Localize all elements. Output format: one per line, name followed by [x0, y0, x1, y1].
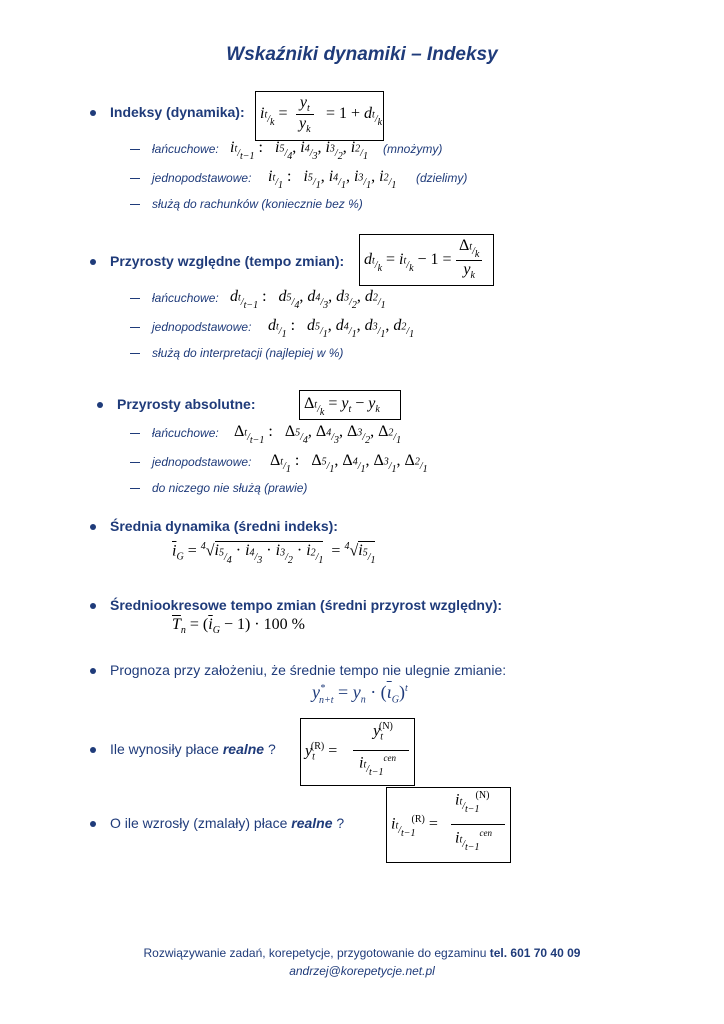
dash-icon [130, 298, 140, 299]
dash-icon [130, 488, 140, 489]
przyrosty-abs-sub1 [130, 426, 219, 440]
dash-icon [130, 353, 140, 354]
przyrosty-abs-sub3-text: do niczego nie służą (prawie) [152, 481, 308, 495]
bullet-dot [90, 603, 96, 609]
przyrosty-abs-formula-box: $\Delta_{^t/_k} = y_t - y_k$ [299, 390, 401, 420]
dash-icon [130, 204, 140, 205]
bullet-dot [90, 110, 96, 116]
przyrosty-abs-sub1-formula: $\Delta_{^t/_{t-1}}$ : $\Delta_{^5/_4}$, $\Delta_{^4/_3}$, $\Delta_{^3/_2}$, $\Delta_{^2/_1}$ [234, 423, 402, 447]
bullet-przyrosty-abs [97, 396, 255, 412]
indeksy-sub3-text: służą do rachunków (koniecznie bez %) [152, 197, 363, 211]
bullet-dot [90, 747, 96, 753]
indeksy-sub1-note: (mnożymy) [383, 142, 443, 156]
przyrosty-wzgl-formula-box: $d_{^t/_k} = i_{^t/_k} - 1$ = $\frac{\Delta_{^t/_k}}{y_k}$ [359, 234, 494, 286]
indeksy-sub3 [130, 197, 363, 211]
dash-icon [130, 327, 140, 328]
dash-icon [130, 178, 140, 179]
footer-text: Rozwiązywanie zadań, korepetycje, przygotowanie do egzaminu [143, 946, 487, 960]
przyrosty-wzgl-sub1-formula: $d_{^t/_{t-1}}$ : $d_{^5/_4}$, $d_{^4/_3}$, $d_{^3/_2}$, $d_{^2/_1}$ [230, 288, 386, 312]
place2-label-pre: O ile wzrosły (zmalały) płace [110, 815, 292, 831]
przyrosty-abs-sub3 [130, 481, 307, 495]
place2-formula-box: $i_{^t/_{t-1}}^{(R)}$ = $i_{^t/_{t-1}}^{(N)}$ $i_{^t/_{t-1}}^{cen}$ [386, 787, 511, 863]
przyrosty-wzgl-sub2-label: jednopodstawowe: [152, 320, 252, 334]
bullet-indeksy [90, 104, 245, 120]
srednia-label: Średnia dynamika (średni indeks): [110, 518, 338, 534]
przyrosty-abs-sub2-formula: $\Delta_{^t/_1}$ : $\Delta_{^5/_1}$, $\Delta_{^4/_1}$, $\Delta_{^3/_1}$, $\Delta_{^2/_1}$ [270, 452, 428, 476]
przyrosty-abs-sub2-label: jednopodstawowe: [152, 455, 252, 469]
indeksy-formula-box: $i_{^t/_k}$ = $\frac{y_t}{y_k}$ = $1 + d_{^t/_k}$ [255, 91, 384, 141]
przyrosty-wzgl-sub1-label: łańcuchowe: [152, 291, 219, 305]
indeksy-sub2 [130, 171, 251, 185]
przyrosty-wzgl-sub1 [130, 291, 219, 305]
bullet-srednio [90, 597, 502, 613]
place1-label-post: ? [264, 741, 276, 757]
page-title: Wskaźniki dynamiki – Indeksy [226, 44, 498, 65]
indeksy-label: Indeksy (dynamika): [110, 104, 245, 120]
footer-email[interactable]: andrzej@korepetycje.net.pl [289, 964, 435, 978]
bullet-dot [90, 259, 96, 265]
dash-icon [130, 433, 140, 434]
place1-formula-box: $y_t^{(R)}$ = $y_t^{(N)}$ $i_{^t/_{t-1}}^{cen}$ [300, 718, 415, 786]
footer-line1 [0, 946, 724, 960]
bullet-dot [97, 402, 103, 408]
dash-icon [130, 149, 140, 150]
indeksy-sub1 [130, 142, 219, 156]
przyrosty-wzgl-sub2-formula: $d_{^t/_1}$ : $d_{^5/_1}$, $d_{^4/_1}$, $d_{^3/_1}$, $d_{^2/_1}$ [268, 317, 415, 341]
indeksy-sub2-formula: $i_{^t/_1}$ : $i_{^5/_1}$, $i_{^4/_1}$, $i_{^3/_1}$, $i_{^2/_1}$ [268, 168, 397, 192]
indeksy-sub1-formula: $i_{^t/_{t-1}}$ : $i_{^5/_4}$, $i_{^4/_3}$, $i_{^3/_2}$, $i_{^2/_1}$ [230, 139, 368, 163]
place1-label-pre: Ile wynosiły płace [110, 741, 223, 757]
bullet-srednia [90, 518, 338, 534]
srednio-label: Średniookresowe tempo zmian (średni przyrost względny): [110, 597, 503, 613]
indeksy-sub1-label: łańcuchowe: [152, 142, 219, 156]
indeksy-sub2-note: (dzielimy) [416, 171, 468, 185]
footer-phone: tel. 601 70 40 09 [489, 946, 581, 960]
place2-label-post: ? [332, 815, 345, 831]
prognoza-label: Prognoza przy założeniu, że średnie tempo nie ulegnie zmianie: [110, 662, 507, 678]
bullet-place1 [90, 741, 276, 757]
srednio-formula: $\overline{T}_n = (\overline{i}_G - 1) \cdot 100$ % [172, 616, 305, 637]
przyrosty-abs-sub1-label: łańcuchowe: [152, 426, 219, 440]
prognoza-formula: $y^*_{n+t} = y_n \cdot (\overline{\iota}_G)^t$ [312, 682, 408, 706]
przyrosty-wzgl-sub3-text: służą do interpretacji (najlepiej w %) [152, 346, 344, 360]
bullet-dot [90, 668, 96, 674]
przyrosty-wzgl-label: Przyrosty względne (tempo zmian): [110, 253, 345, 269]
bullet-place2 [90, 815, 344, 831]
bullet-prognoza [90, 662, 506, 678]
przyrosty-abs-sub2 [130, 455, 251, 469]
srednia-formula: $\overline{i}_G = ^4√i_{^5/_4} \cdot i_{^4/_3} \cdot i_{^3/_2} \cdot i_{^2/_1} = ^4√i_{^5/_1}$ [172, 541, 376, 566]
bullet-dot [90, 821, 96, 827]
dash-icon [130, 462, 140, 463]
place2-label-em: realne [291, 815, 333, 831]
bullet-przyrosty-wzgl [90, 253, 344, 269]
bullet-dot [90, 524, 96, 530]
przyrosty-wzgl-sub2 [130, 320, 251, 334]
place1-label-em: realne [222, 741, 265, 757]
przyrosty-abs-label: Przyrosty absolutne: [117, 396, 256, 412]
indeksy-sub2-label: jednopodstawowe: [152, 171, 252, 185]
przyrosty-wzgl-sub3 [130, 346, 343, 360]
